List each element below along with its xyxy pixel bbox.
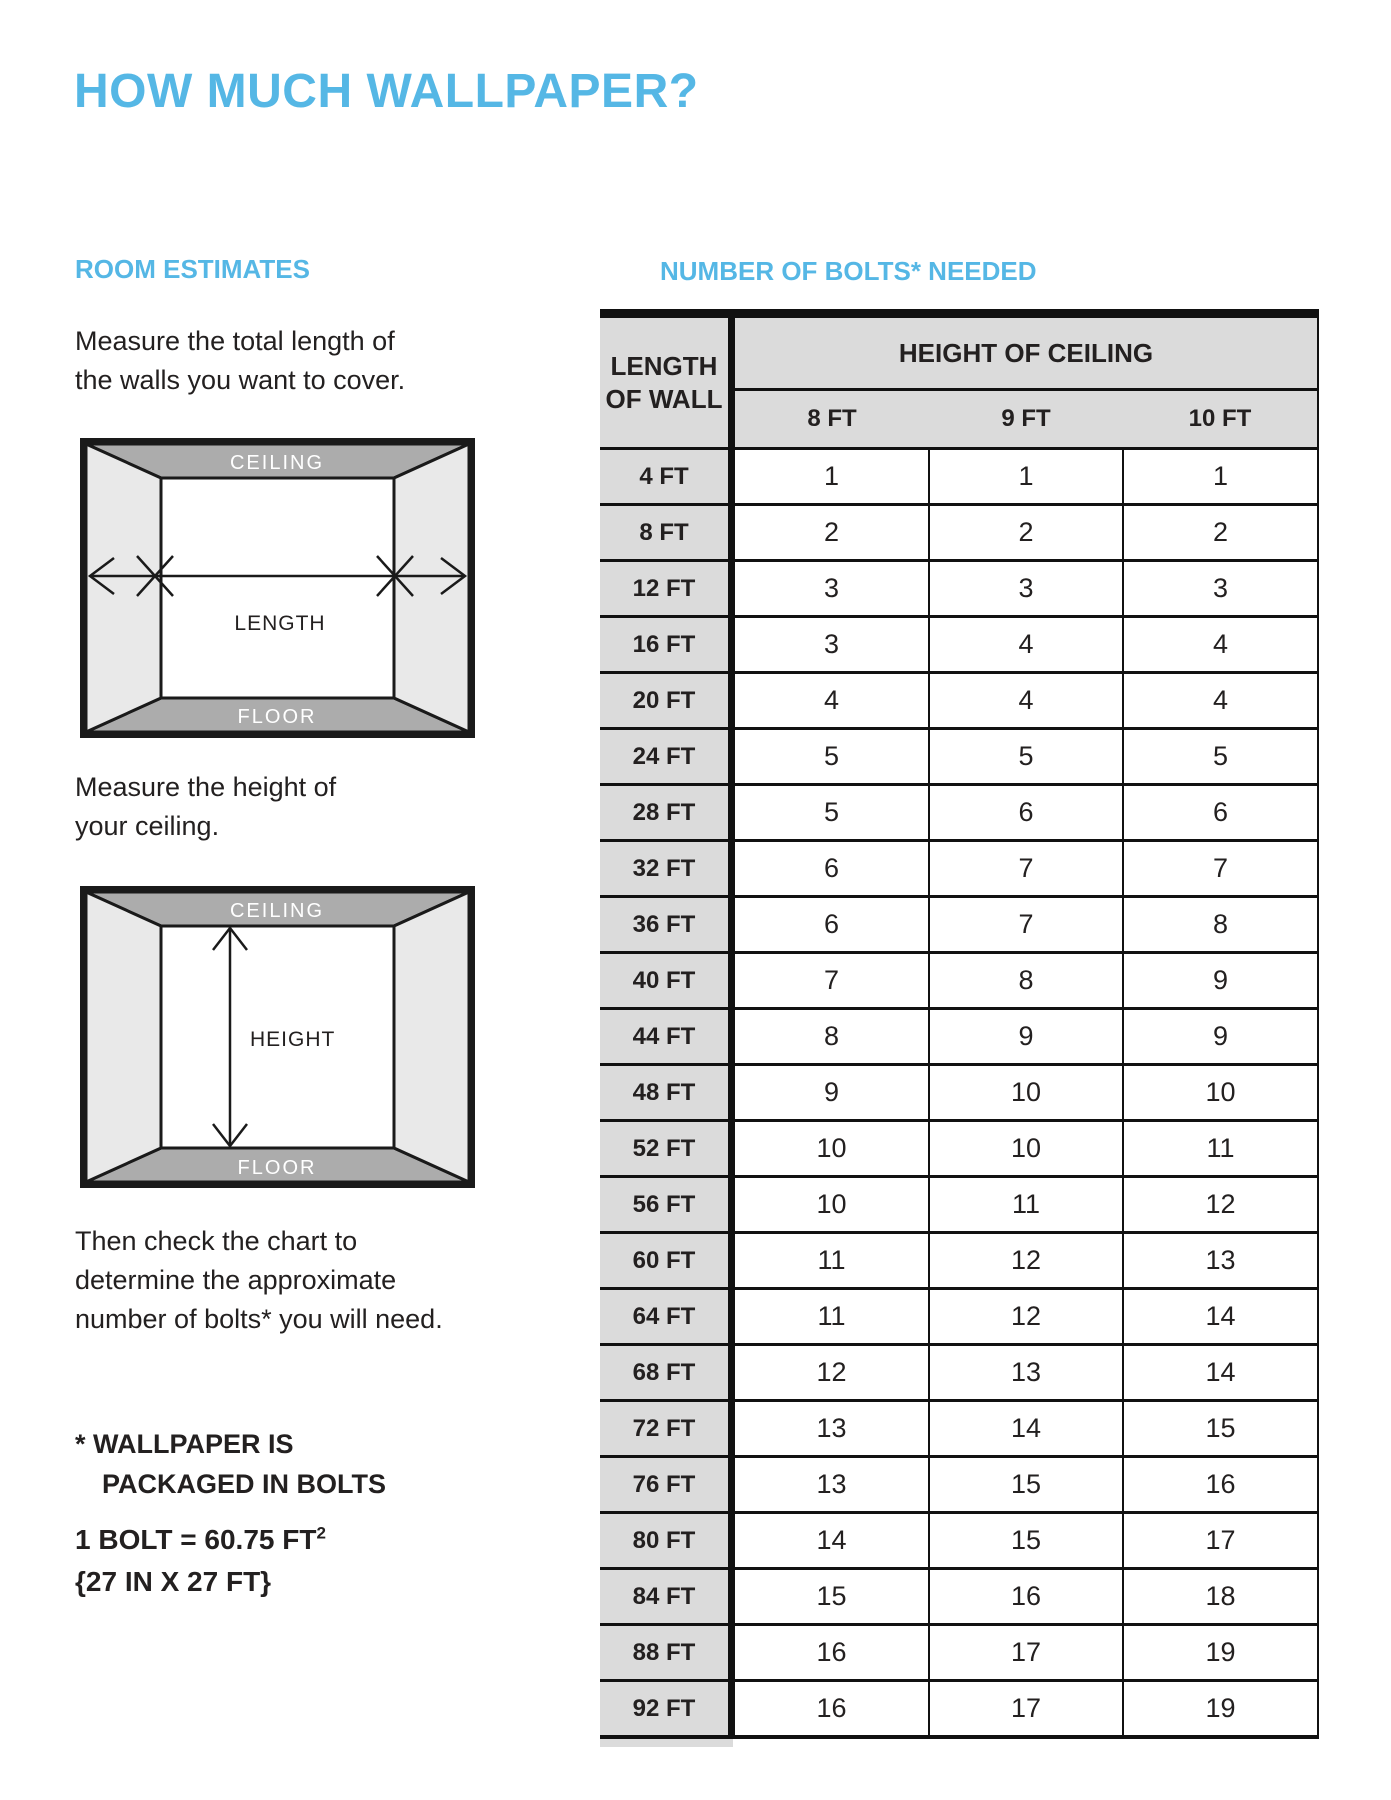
- instruction-measure-length: [75, 322, 405, 400]
- bolts-value-cell: 1: [929, 449, 1123, 505]
- table-row: [600, 1625, 1318, 1681]
- bolts-table: [600, 309, 1319, 1739]
- bolts-value-cell: 9: [929, 1009, 1123, 1065]
- left-wall: [86, 444, 161, 732]
- bolts-value-cell: 5: [1123, 729, 1318, 785]
- wall-length-cell: 20 FT: [600, 673, 732, 729]
- bolts-value-cell: 16: [1123, 1457, 1318, 1513]
- wall-length-cell: 24 FT: [600, 729, 732, 785]
- wall-length-cell: 68 FT: [600, 1345, 732, 1401]
- bolts-table-body: [600, 449, 1318, 1738]
- bolts-value-cell: 8: [732, 1009, 930, 1065]
- bolts-value-cell: 4: [732, 673, 930, 729]
- instruction-line: determine the approximate: [75, 1265, 397, 1295]
- wall-length-cell: 76 FT: [600, 1457, 732, 1513]
- bolts-value-cell: 13: [929, 1345, 1123, 1401]
- bolts-value-cell: 12: [929, 1233, 1123, 1289]
- wall-length-cell: 84 FT: [600, 1569, 732, 1625]
- bolt-equation-text: 1 BOLT = 60.75 FT: [75, 1524, 317, 1555]
- table-row: [600, 617, 1318, 673]
- table-row: [600, 1065, 1318, 1121]
- bolts-value-cell: 10: [929, 1121, 1123, 1177]
- bolts-value-cell: 3: [1123, 561, 1318, 617]
- right-wall: [394, 892, 469, 1182]
- bolt-equation-superscript: 2: [316, 1523, 326, 1543]
- footnote-wallpaper-bolts: [75, 1424, 386, 1504]
- bolts-value-cell: 1: [1123, 449, 1318, 505]
- bolts-value-cell: 14: [732, 1513, 930, 1569]
- bolts-value-cell: 15: [1123, 1401, 1318, 1457]
- instruction-line: number of bolts* you will need.: [75, 1304, 443, 1334]
- bolts-value-cell: 15: [929, 1513, 1123, 1569]
- bolts-table-head: [600, 314, 1318, 449]
- bolts-value-cell: 17: [1123, 1513, 1318, 1569]
- footnote-line: PACKAGED IN BOLTS: [102, 1469, 387, 1499]
- bolts-value-cell: 6: [732, 897, 930, 953]
- wall-length-cell: 88 FT: [600, 1625, 732, 1681]
- bolts-value-cell: 7: [929, 897, 1123, 953]
- bolts-value-cell: 19: [1123, 1625, 1318, 1681]
- table-row: [600, 505, 1318, 561]
- bolts-value-cell: 13: [732, 1457, 930, 1513]
- bolts-value-cell: 7: [929, 841, 1123, 897]
- table-row: [600, 1009, 1318, 1065]
- back-wall: [161, 478, 394, 698]
- table-header-row: [600, 314, 1318, 390]
- bolts-value-cell: 16: [732, 1625, 930, 1681]
- bolts-value-cell: 13: [732, 1401, 930, 1457]
- left-wall: [86, 892, 161, 1182]
- length-dimension-label: LENGTH: [234, 612, 326, 635]
- bolts-value-cell: 17: [929, 1681, 1123, 1738]
- bolts-value-cell: 3: [929, 561, 1123, 617]
- header-length-of-wall: [600, 314, 732, 449]
- table-row: [600, 729, 1318, 785]
- bolts-table-container: [600, 309, 1319, 1747]
- bolts-value-cell: 12: [732, 1345, 930, 1401]
- bolts-value-cell: 1: [732, 449, 930, 505]
- instruction-line: Measure the total length of: [75, 326, 395, 356]
- wall-length-cell: 92 FT: [600, 1681, 732, 1738]
- instruction-line: Measure the height of: [75, 772, 337, 802]
- bolts-value-cell: 4: [929, 617, 1123, 673]
- bolts-value-cell: 8: [1123, 897, 1318, 953]
- wall-length-cell: 48 FT: [600, 1065, 732, 1121]
- bolts-value-cell: 6: [1123, 785, 1318, 841]
- bolts-value-cell: 2: [732, 505, 930, 561]
- bolts-value-cell: 15: [732, 1569, 930, 1625]
- wall-length-cell: 64 FT: [600, 1289, 732, 1345]
- table-row: [600, 561, 1318, 617]
- bolts-value-cell: 8: [929, 953, 1123, 1009]
- bolt-equation: [75, 1524, 326, 1556]
- bolts-value-cell: 5: [929, 729, 1123, 785]
- bolts-value-cell: 10: [732, 1177, 930, 1233]
- instruction-line: your ceiling.: [75, 811, 220, 841]
- wall-length-cell: 36 FT: [600, 897, 732, 953]
- page-title: HOW MUCH WALLPAPER?: [74, 65, 699, 118]
- bolts-value-cell: 3: [732, 561, 930, 617]
- table-row: [600, 785, 1318, 841]
- bolts-value-cell: 11: [732, 1233, 930, 1289]
- table-row: [600, 953, 1318, 1009]
- wall-length-cell: 80 FT: [600, 1513, 732, 1569]
- table-row: [600, 1401, 1318, 1457]
- bolts-value-cell: 7: [732, 953, 930, 1009]
- header-9ft: 9 FT: [929, 390, 1123, 449]
- instruction-measure-height: [75, 768, 336, 846]
- bolts-value-cell: 11: [929, 1177, 1123, 1233]
- wall-length-cell: 44 FT: [600, 1009, 732, 1065]
- wall-length-cell: 12 FT: [600, 561, 732, 617]
- wall-length-cell: 40 FT: [600, 953, 732, 1009]
- bolts-value-cell: 16: [732, 1681, 930, 1738]
- header-10ft: 10 FT: [1123, 390, 1318, 449]
- bolt-dimensions: {27 IN X 27 FT}: [75, 1566, 272, 1597]
- table-row: [600, 1457, 1318, 1513]
- table-row: [600, 1233, 1318, 1289]
- bolts-value-cell: 4: [929, 673, 1123, 729]
- bolts-value-cell: 11: [1123, 1121, 1318, 1177]
- table-row: [600, 1289, 1318, 1345]
- bolts-value-cell: 16: [929, 1569, 1123, 1625]
- table-row: [600, 673, 1318, 729]
- header-8ft: 8 FT: [732, 390, 930, 449]
- wall-length-cell: 4 FT: [600, 449, 732, 505]
- height-dimension-label: HEIGHT: [250, 1028, 336, 1051]
- table-row: [600, 897, 1318, 953]
- bolts-value-cell: 9: [732, 1065, 930, 1121]
- wall-length-cell: 60 FT: [600, 1233, 732, 1289]
- table-row: [600, 841, 1318, 897]
- bolts-value-cell: 14: [1123, 1345, 1318, 1401]
- bolts-value-cell: 7: [1123, 841, 1318, 897]
- footnote-line: * WALLPAPER IS: [75, 1429, 294, 1459]
- table-row: [600, 1513, 1318, 1569]
- bolts-value-cell: 3: [732, 617, 930, 673]
- ceiling-label: CEILING: [229, 900, 325, 922]
- instruction-line: Then check the chart to: [75, 1226, 358, 1256]
- bolts-value-cell: 12: [929, 1289, 1123, 1345]
- wall-length-cell: 28 FT: [600, 785, 732, 841]
- room-height-diagram: [80, 886, 475, 1188]
- wall-length-cell: 32 FT: [600, 841, 732, 897]
- table-row: [600, 1177, 1318, 1233]
- bolts-value-cell: 5: [732, 729, 930, 785]
- bolts-value-cell: 14: [1123, 1289, 1318, 1345]
- bolts-value-cell: 2: [929, 505, 1123, 561]
- header-height-of-ceiling: HEIGHT OF CEILING: [732, 314, 1319, 390]
- table-heading: NUMBER OF BOLTS* NEEDED: [660, 256, 1037, 286]
- bolts-value-cell: 9: [1123, 953, 1318, 1009]
- table-row: [600, 1345, 1318, 1401]
- table-row: [600, 1569, 1318, 1625]
- table-bottom-tab: [600, 1739, 733, 1747]
- bolts-value-cell: 4: [1123, 673, 1318, 729]
- bolts-value-cell: 6: [929, 785, 1123, 841]
- instruction-line: the walls you want to cover.: [75, 365, 406, 395]
- bolts-value-cell: 13: [1123, 1233, 1318, 1289]
- floor-label: FLOOR: [237, 706, 317, 728]
- bolts-value-cell: 5: [732, 785, 930, 841]
- room-length-diagram: [80, 438, 475, 738]
- bolts-value-cell: 9: [1123, 1009, 1318, 1065]
- instruction-check-chart: [75, 1222, 443, 1339]
- wall-length-cell: 8 FT: [600, 505, 732, 561]
- wall-length-cell: 56 FT: [600, 1177, 732, 1233]
- wall-length-cell: 52 FT: [600, 1121, 732, 1177]
- table-row: [600, 1681, 1318, 1738]
- bolts-value-cell: 18: [1123, 1569, 1318, 1625]
- table-row: [600, 449, 1318, 505]
- bolts-value-cell: 6: [732, 841, 930, 897]
- table-row: [600, 1121, 1318, 1177]
- wall-length-cell: 72 FT: [600, 1401, 732, 1457]
- bolts-value-cell: 15: [929, 1457, 1123, 1513]
- header-length-of-wall-line: LENGTH: [610, 350, 718, 381]
- bolts-value-cell: 11: [732, 1289, 930, 1345]
- header-length-of-wall-line: OF WALL: [605, 383, 723, 414]
- section-heading-room-estimates: ROOM ESTIMATES: [75, 254, 310, 284]
- bolts-value-cell: 10: [929, 1065, 1123, 1121]
- bolts-value-cell: 2: [1123, 505, 1318, 561]
- bolts-value-cell: 10: [1123, 1065, 1318, 1121]
- bolts-value-cell: 12: [1123, 1177, 1318, 1233]
- bolts-value-cell: 14: [929, 1401, 1123, 1457]
- wall-length-cell: 16 FT: [600, 617, 732, 673]
- floor-label: FLOOR: [237, 1157, 317, 1179]
- bolts-value-cell: 10: [732, 1121, 930, 1177]
- bolts-value-cell: 4: [1123, 617, 1318, 673]
- ceiling-label: CEILING: [229, 452, 325, 474]
- bolts-value-cell: 19: [1123, 1681, 1318, 1738]
- bolts-value-cell: 17: [929, 1625, 1123, 1681]
